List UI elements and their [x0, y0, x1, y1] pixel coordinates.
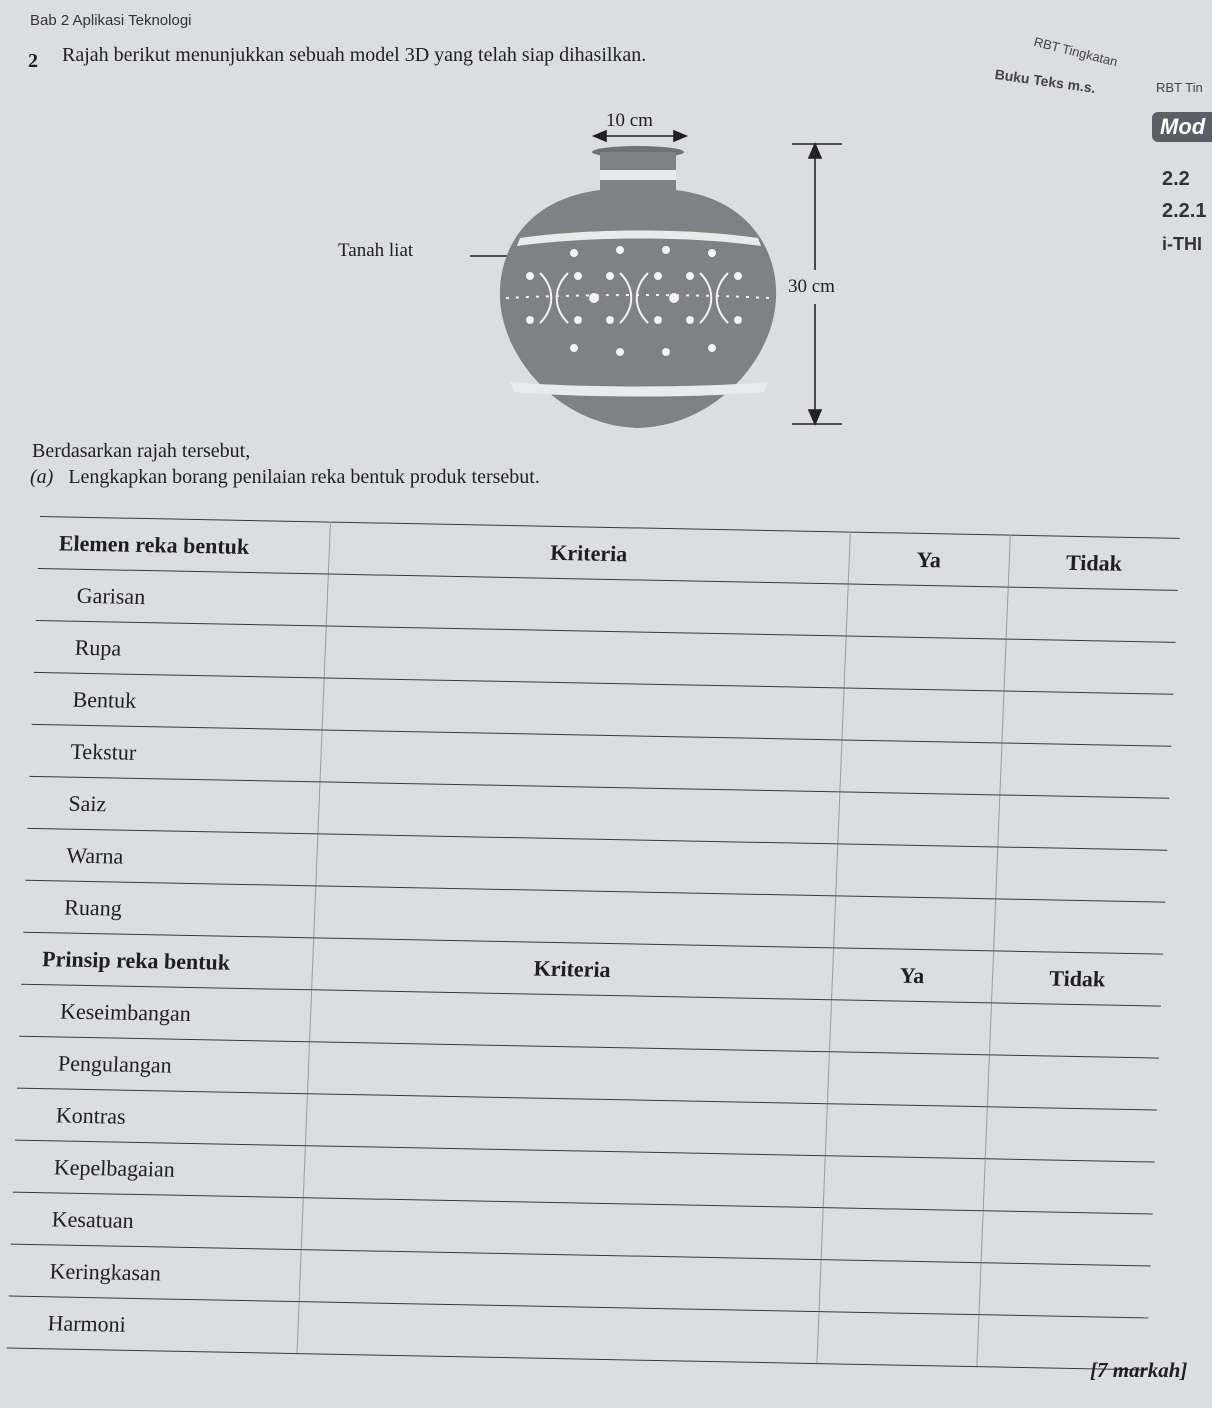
- question-text: Rajah berikut menunjukkan sebuah model 3D yang telah siap dihasilkan.: [62, 44, 647, 66]
- clay-pot-figure: [470, 108, 860, 438]
- principle-label: Kepelbagaian: [13, 1140, 305, 1198]
- yes-cell[interactable]: [846, 584, 1008, 639]
- element-label: Warna: [25, 828, 317, 886]
- yes-cell[interactable]: [829, 1000, 991, 1055]
- element-label: Tekstur: [30, 724, 322, 782]
- principle-label: Harmoni: [7, 1296, 299, 1354]
- no-cell[interactable]: [1006, 587, 1178, 642]
- part-a-prompt: [30, 466, 540, 489]
- marks-label: [7 markah]: [1090, 1358, 1188, 1382]
- principle-label: Keringkasan: [9, 1244, 301, 1302]
- no-cell[interactable]: [978, 1263, 1150, 1318]
- yes-header: Ya: [831, 948, 993, 1003]
- yes-cell[interactable]: [823, 1156, 985, 1211]
- criteria-header: Kriteria: [311, 938, 833, 1000]
- height-dimension-label: 30 cm: [788, 276, 835, 297]
- no-header: Tidak: [991, 951, 1163, 1006]
- mod-tab: Mod: [1152, 112, 1212, 142]
- no-cell[interactable]: [995, 847, 1167, 902]
- subsection-number: 2.2.1: [1162, 200, 1207, 222]
- rbt-tin-label: RBT Tin: [1156, 80, 1203, 95]
- no-header: Tidak: [1008, 535, 1180, 590]
- width-arrow: [594, 131, 686, 141]
- assessment-table: [7, 516, 1180, 1370]
- buku-teks-label: Buku Teks m.s.: [993, 66, 1097, 96]
- principle-label: Kesatuan: [11, 1192, 303, 1250]
- no-cell[interactable]: [983, 1159, 1155, 1214]
- principle-label: Kontras: [15, 1088, 307, 1146]
- rbt-tingkatan-label: RBT Tingkatan: [1032, 34, 1120, 70]
- no-cell[interactable]: [1004, 639, 1176, 694]
- intro-text: Berdasarkan rajah tersebut,: [32, 440, 251, 462]
- assessment-form: [7, 516, 1180, 1370]
- material-label: Tanah liat: [338, 240, 414, 261]
- height-arrow: [792, 144, 842, 424]
- element-label: Ruang: [23, 880, 315, 938]
- question-number: 2: [28, 50, 38, 72]
- yes-cell[interactable]: [844, 636, 1006, 691]
- no-cell[interactable]: [997, 795, 1169, 850]
- yes-cell[interactable]: [827, 1052, 989, 1107]
- running-head: Bab 2 Aplikasi Teknologi: [30, 12, 192, 29]
- element-label: Saiz: [27, 776, 319, 834]
- yes-cell[interactable]: [821, 1208, 983, 1263]
- element-label: Garisan: [36, 568, 328, 626]
- yes-header: Ya: [848, 532, 1010, 587]
- principle-label: Pengulangan: [17, 1036, 309, 1094]
- yes-cell[interactable]: [819, 1260, 981, 1315]
- part-a-text: Lengkapkan borang penilaian reka bentuk produk tersebut.: [68, 466, 540, 488]
- yes-cell[interactable]: [837, 792, 999, 847]
- principle-label: Keseimbangan: [19, 984, 311, 1042]
- no-cell[interactable]: [1001, 691, 1173, 746]
- no-cell[interactable]: [993, 899, 1165, 954]
- section-number: 2.2: [1162, 168, 1190, 190]
- element-label: Bentuk: [32, 672, 324, 730]
- no-cell[interactable]: [999, 743, 1171, 798]
- elements-header: Elemen reka bentuk: [38, 516, 330, 574]
- yes-cell[interactable]: [841, 688, 1003, 743]
- criteria-cell[interactable]: [297, 1302, 819, 1364]
- no-cell[interactable]: [981, 1211, 1153, 1266]
- criteria-header: Kriteria: [328, 522, 850, 584]
- yes-cell[interactable]: [816, 1312, 978, 1367]
- width-dimension-label: 10 cm: [606, 110, 653, 131]
- part-a-label: (a): [30, 466, 54, 488]
- yes-cell[interactable]: [825, 1104, 987, 1159]
- yes-cell[interactable]: [839, 740, 1001, 795]
- no-cell[interactable]: [985, 1107, 1157, 1162]
- principles-header: Prinsip reka bentuk: [21, 932, 313, 990]
- element-label: Rupa: [34, 620, 326, 678]
- no-cell[interactable]: [987, 1055, 1159, 1110]
- yes-cell[interactable]: [835, 844, 997, 899]
- no-cell[interactable]: [989, 1003, 1161, 1058]
- ithink-label: i-THI: [1162, 234, 1202, 254]
- yes-cell[interactable]: [833, 896, 995, 951]
